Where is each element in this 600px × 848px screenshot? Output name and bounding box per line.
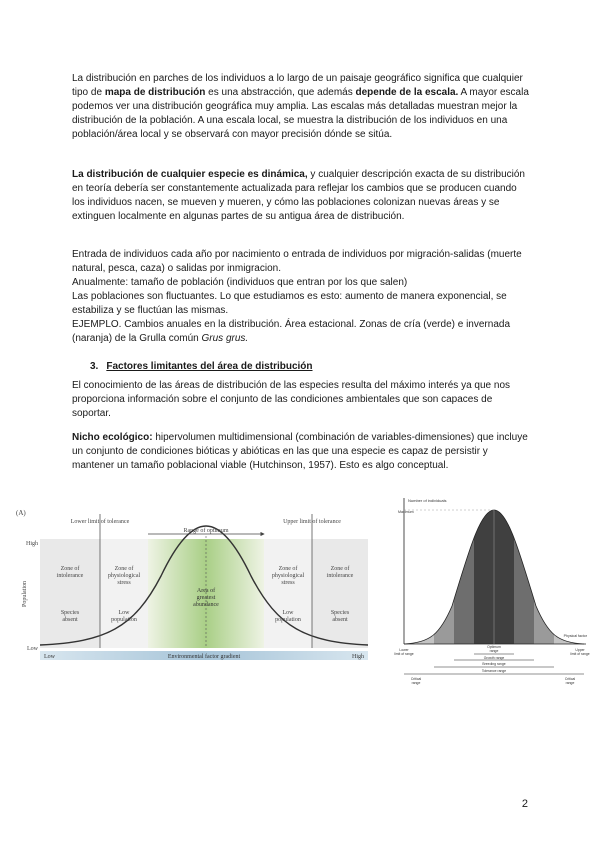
paragraph-text: y cualquier descripción exacta de su distribución en teoría debería ser constantemente actualizada para reflejar los cambios que se producen cuando los individuos nacen, se mueven y mueren, y cómo las poblaciones colonizan nuevas áreas y se extinguen localmente en algunas partes de su antigua área de distribución.: [72, 169, 525, 222]
zone-stress-left-label: Zone of physiological stress: [107, 566, 141, 586]
intolerance-zone-left: [40, 539, 100, 648]
paragraph-text: hipervolumen multidimensional (combinación de variables-dimensiones) que incluye un conjunto de condiciones bióticas y abióticas en las que una especie es capaz de persistir y mantener un tamaño poblacional viable (Hutchinson, 1957). Esto es algo conceptual.: [72, 432, 528, 471]
upper-limit-label: Upper limit of range: [570, 648, 590, 656]
section-number: 3.: [90, 361, 99, 372]
greatest-abundance-label: Area of greatest abundance: [193, 588, 219, 608]
zone-intolerance-left-label: Zone of intolerance: [56, 566, 84, 579]
y-axis-label: Population: [22, 580, 28, 608]
text-line: Entrada de individuos cada año por nacimiento o entrada de individuos por migración-salidas (muerte natural, pesca, caza) o salidas por inmigracion.: [72, 249, 522, 274]
text-line: [72, 318, 530, 346]
panel-label: (A): [16, 509, 26, 517]
tolerance-diagram: [16, 504, 372, 664]
gradient-low-label: Low: [44, 654, 55, 660]
range-diagram: [390, 494, 590, 690]
paragraph-text: La distribución en parches de los individuos a lo largo de un paisaje geográfico significa que cualquier tipo de: [72, 73, 523, 98]
optimum-range-label: Optimum range: [487, 645, 501, 653]
paragraph-text: es una abstracción, que además: [205, 87, 356, 98]
zone-stress-right-label: Zone of physiological stress: [271, 566, 305, 586]
critical-right-label: Critical range: [564, 677, 576, 685]
lower-limit-label: Lower limit of tolerance: [70, 519, 130, 525]
bold-term: mapa de distribución: [104, 87, 206, 98]
page-number: 2: [521, 798, 528, 810]
optimum-label: Range of optimum: [183, 528, 229, 534]
y-high-label: High: [26, 541, 38, 547]
paragraph-scale: [72, 72, 530, 142]
gradient-label: Environmental factor gradient: [167, 654, 241, 660]
intolerance-zone-right: [312, 539, 368, 648]
gradient-high-label: High: [352, 654, 364, 660]
low-population-left-label: Low population: [111, 610, 137, 623]
species-name: Grus grus.: [201, 333, 249, 344]
paragraph-dynamic: [72, 168, 530, 224]
section-title: Factores limitantes del área de distribución: [106, 361, 313, 372]
critical-left-label: Critical range: [410, 677, 422, 685]
y-top-label: Number of individuals: [408, 498, 447, 503]
range-figure: [390, 494, 590, 690]
bold-term: Nicho ecológico:: [72, 432, 153, 443]
growth-range-label: Growth range: [483, 656, 505, 660]
zone-intolerance-right-label: Zone of intolerance: [326, 566, 354, 579]
paragraph-niche: [72, 431, 530, 473]
tolerance-figure: [16, 504, 372, 664]
x-axis-label: Physical factor: [563, 634, 587, 638]
low-population-right-label: Low population: [275, 610, 301, 623]
stress-zone-left: [100, 539, 148, 648]
text-line-span: EJEMPLO. Cambios anuales en la distribución. Área estacional. Zonas de cría (verde) e invernada (naranja) de la Grulla común: [72, 319, 511, 344]
bold-term: La distribución de cualquier especie es dinámica,: [72, 169, 308, 180]
species-absent-left-label: Species absent: [60, 610, 80, 623]
paragraph-text: A mayor escala podemos ver una distribución geográfica muy amplia. Las escalas más detalladas muestran mejor la distribución de la población. A una escala local, se muestra la distribución de los individuos en una población/área local y se observará con mayor precisión dónde se sitúa.: [72, 87, 529, 140]
bold-term: depende de la escala.: [355, 87, 459, 98]
species-absent-right-label: Species absent: [330, 610, 350, 623]
y-low-label: Low: [27, 646, 38, 652]
stress-zone-right: [264, 539, 312, 648]
text-line: Las poblaciones son fluctuantes. Lo que estudiamos es esto: aumento de manera exponencial, se estabiliza y se fluctúan las mismas.: [72, 291, 507, 316]
paragraph-text: El conocimiento de las áreas de distribución de las especies resulta del máximo interés ya que nos proporciona información sobre el conjunto de las condiciones ambientales que son capaces de soportar.: [72, 380, 511, 419]
paragraph-population: [72, 248, 530, 346]
y-max-label: Maximum: [398, 510, 414, 514]
paragraph-knowledge: [72, 379, 530, 421]
section-heading: [90, 361, 313, 372]
text-line: Anualmente: tamaño de población (individuos que entran por los que salen): [72, 277, 408, 288]
tolerance-range-label: Tolerance range: [481, 669, 507, 673]
lower-limit-label: Lower limit of range: [394, 648, 414, 656]
breeding-range-label: Breeding range: [482, 662, 506, 666]
upper-limit-label: Upper limit of tolerance: [283, 519, 341, 525]
